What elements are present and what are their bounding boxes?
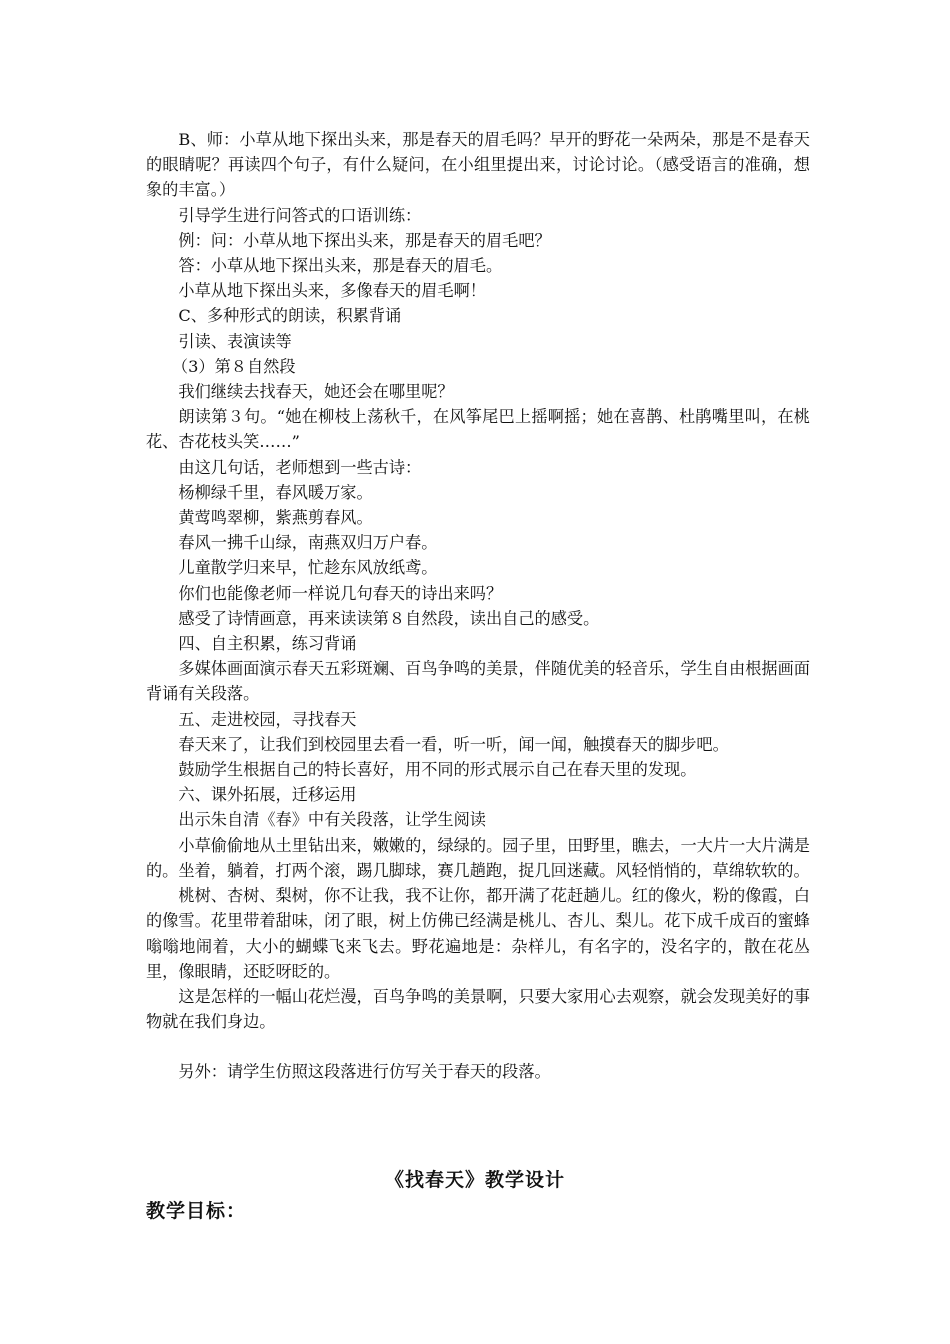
step-heading: 五、走进校园，寻找春天 [178, 709, 357, 729]
paragraph: 出示朱自清《春》中有关段落，让学生阅读 [178, 810, 486, 830]
section-heading: 教学目标： [146, 1200, 247, 1222]
paragraph: 感受了诗情画意，再来读读第８自然段，读出自己的感受。 [178, 608, 600, 628]
poem-line: 儿童散学归来早，忙趁东风放纸鸢。 [178, 558, 438, 578]
paragraph: 多媒体画面演示春天五彩斑斓、百鸟争鸣的美景，伴随优美的轻音乐，学生自由根据画面背诵有关段落。 [146, 659, 810, 704]
paragraph: 例：问：小草从地下探出头来，那是春天的眉毛吧？ [178, 230, 551, 250]
paragraph: C、多种形式的朗读，积累背诵 [178, 306, 402, 326]
paragraph: 引导学生进行问答式的口语训练： [178, 205, 422, 225]
step-heading: 四、自主积累，练习背诵 [178, 634, 357, 654]
poem-line: 杨柳绿千里，春风暖万家。 [178, 482, 373, 502]
paragraph: 这是怎样的一幅山花烂漫，百鸟争鸣的美景啊，只要大家用心去观察，就会发现美好的事物就在我们身边。 [146, 986, 810, 1032]
quoted-passage: 桃树、杏树、梨树，你不让我，我不让你，都开满了花赶趟儿。红的像火，粉的像霞，白的像雪。花里带着甜味，闭了眼，树上仿佛已经满是桃儿、杏儿、梨儿。花下成千成百的蜜蜂嗡嗡地闹着，大小的蝴蝶飞来飞去。野花遍地是：杂样儿，有名字的，没名字的，散在花丛里，像眼睛，还眨呀眨的。 [146, 886, 810, 981]
paragraph: 另外：请学生仿照这段落进行仿写关于春天的段落。 [178, 1062, 551, 1082]
paragraph: 由这几句话，老师想到一些古诗： [178, 457, 422, 477]
document-title: 《找春天》教学设计 [384, 1169, 565, 1191]
step-heading: 六、课外拓展，迁移运用 [178, 785, 357, 805]
paragraph: （3）第８自然段 [171, 356, 296, 376]
poem-line: 春风一拂千山绿，南燕双归万户春。 [178, 533, 438, 553]
paragraph: 引读、表演读等 [178, 331, 292, 351]
paragraph: B、师：小草从地下探出头来，那是春天的眉毛吗？早开的野花一朵两朵，那是不是春天的眼睛呢？再读四个句子，有什么疑问，在小组里提出来，讨论讨论。（感受语言的准确，想象的丰富。） [146, 130, 810, 200]
paragraph: 答：小草从地下探出头来，那是春天的眉毛。 [178, 256, 503, 276]
quoted-passage: 小草偷偷地从土里钻出来，嫩嫩的，绿绿的。园子里，田野里，瞧去，一大片一大片满是的。坐着，躺着，打两个滚，踢几脚球，赛几趟跑，捉几回迷藏。风轻悄悄的，草绵软软的。 [146, 835, 810, 880]
paragraph: 小草从地下探出头来，多像春天的眉毛啊！ [178, 281, 486, 301]
paragraph: 你们也能像老师一样说几句春天的诗出来吗？ [178, 583, 503, 603]
lesson-body [146, 127, 810, 1085]
paragraph: 朗读第３句。“她在柳枝上荡秋千，在风筝尾巴上摇啊摇；她在喜鹊、杜鹃嘴里叫，在桃花、杏花枝头笑……” [146, 407, 810, 452]
paragraph: 我们继续去找春天，她还会在哪里呢？ [178, 382, 454, 402]
poem-line: 黄莺鸣翠柳，紫燕剪春风。 [178, 508, 373, 528]
paragraph: 春天来了，让我们到校园里去看一看，听一听，闻一闻，触摸春天的脚步吧。 [178, 734, 729, 754]
paragraph: 鼓励学生根据自己的特长喜好，用不同的形式展示自己在春天里的发现。 [178, 760, 697, 780]
